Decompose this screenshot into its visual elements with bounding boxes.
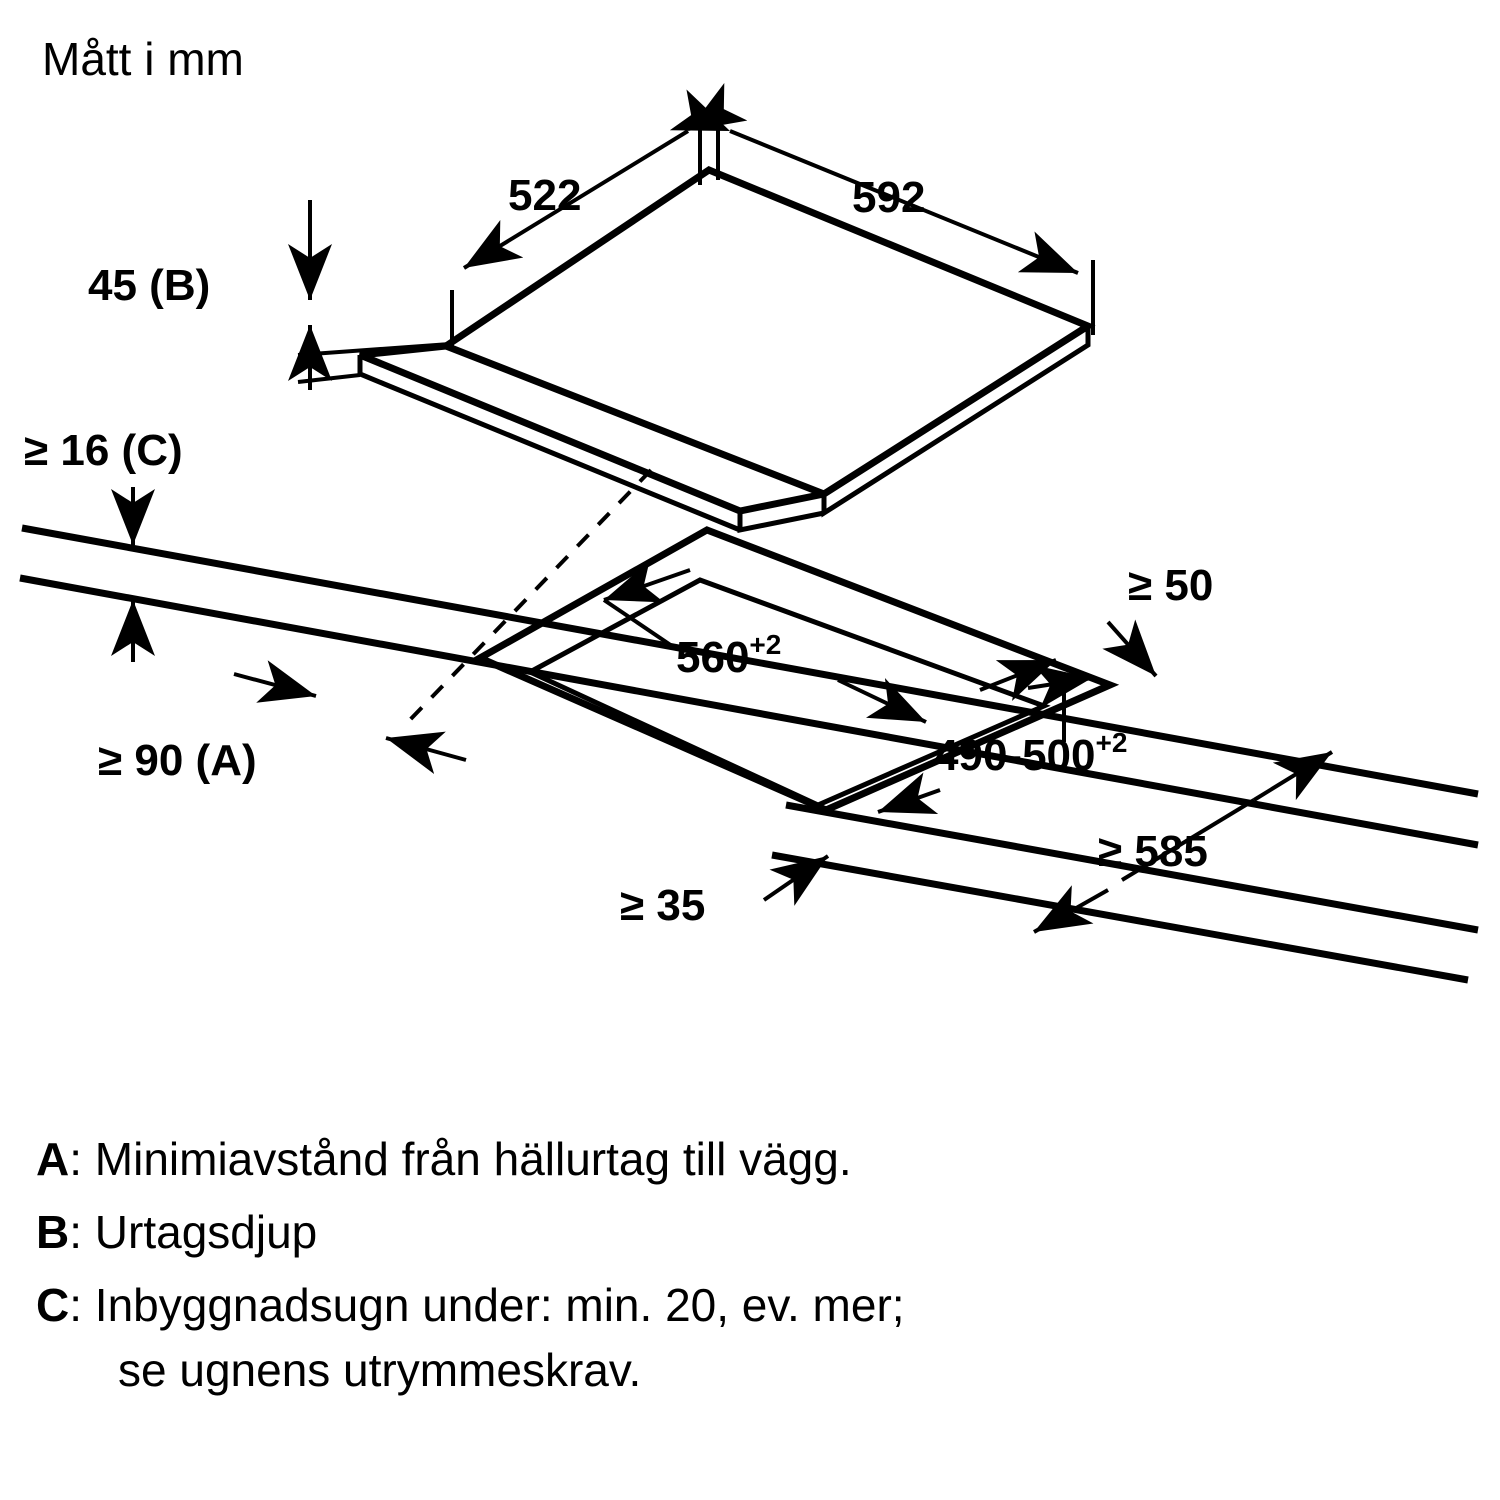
legend-item-a: A: Minimiavstånd från hällurtag till vägg. [36,1133,852,1185]
legend-item-b: B: Urtagsdjup [36,1206,318,1258]
hob-plate [360,170,1088,530]
dimension-592-label: 592 [852,173,926,222]
dimension-90-a-label: ≥ 90 (A) [98,736,257,785]
dimension-16-c-label: ≥ 16 (C) [24,426,183,475]
dimension-522-label: 522 [508,171,582,220]
dimension-490-500-label: $490-500^{+2}$ [934,727,1128,780]
dimension-585-label: ≥ 585 [1098,827,1208,876]
dimension-35-label: ≥ 35 [620,881,706,930]
dimension-560-label: $560^{+2}$ [676,629,782,682]
dimension-35 [620,856,828,930]
dimension-45-b-label: 45 (B) [88,261,211,310]
legend-item-c: C: Inbyggnadsugn under: min. 20, ev. mer; [36,1279,905,1331]
page-title: Mått i mm [42,33,244,85]
dimension-45-b [88,200,450,390]
dimension-50 [1108,561,1213,676]
legend [36,1133,905,1396]
dimension-90-a [98,674,466,785]
legend-item-c-continued: se ugnens utrymmeskrav. [118,1344,642,1396]
dimension-50-label: ≥ 50 [1128,561,1214,610]
